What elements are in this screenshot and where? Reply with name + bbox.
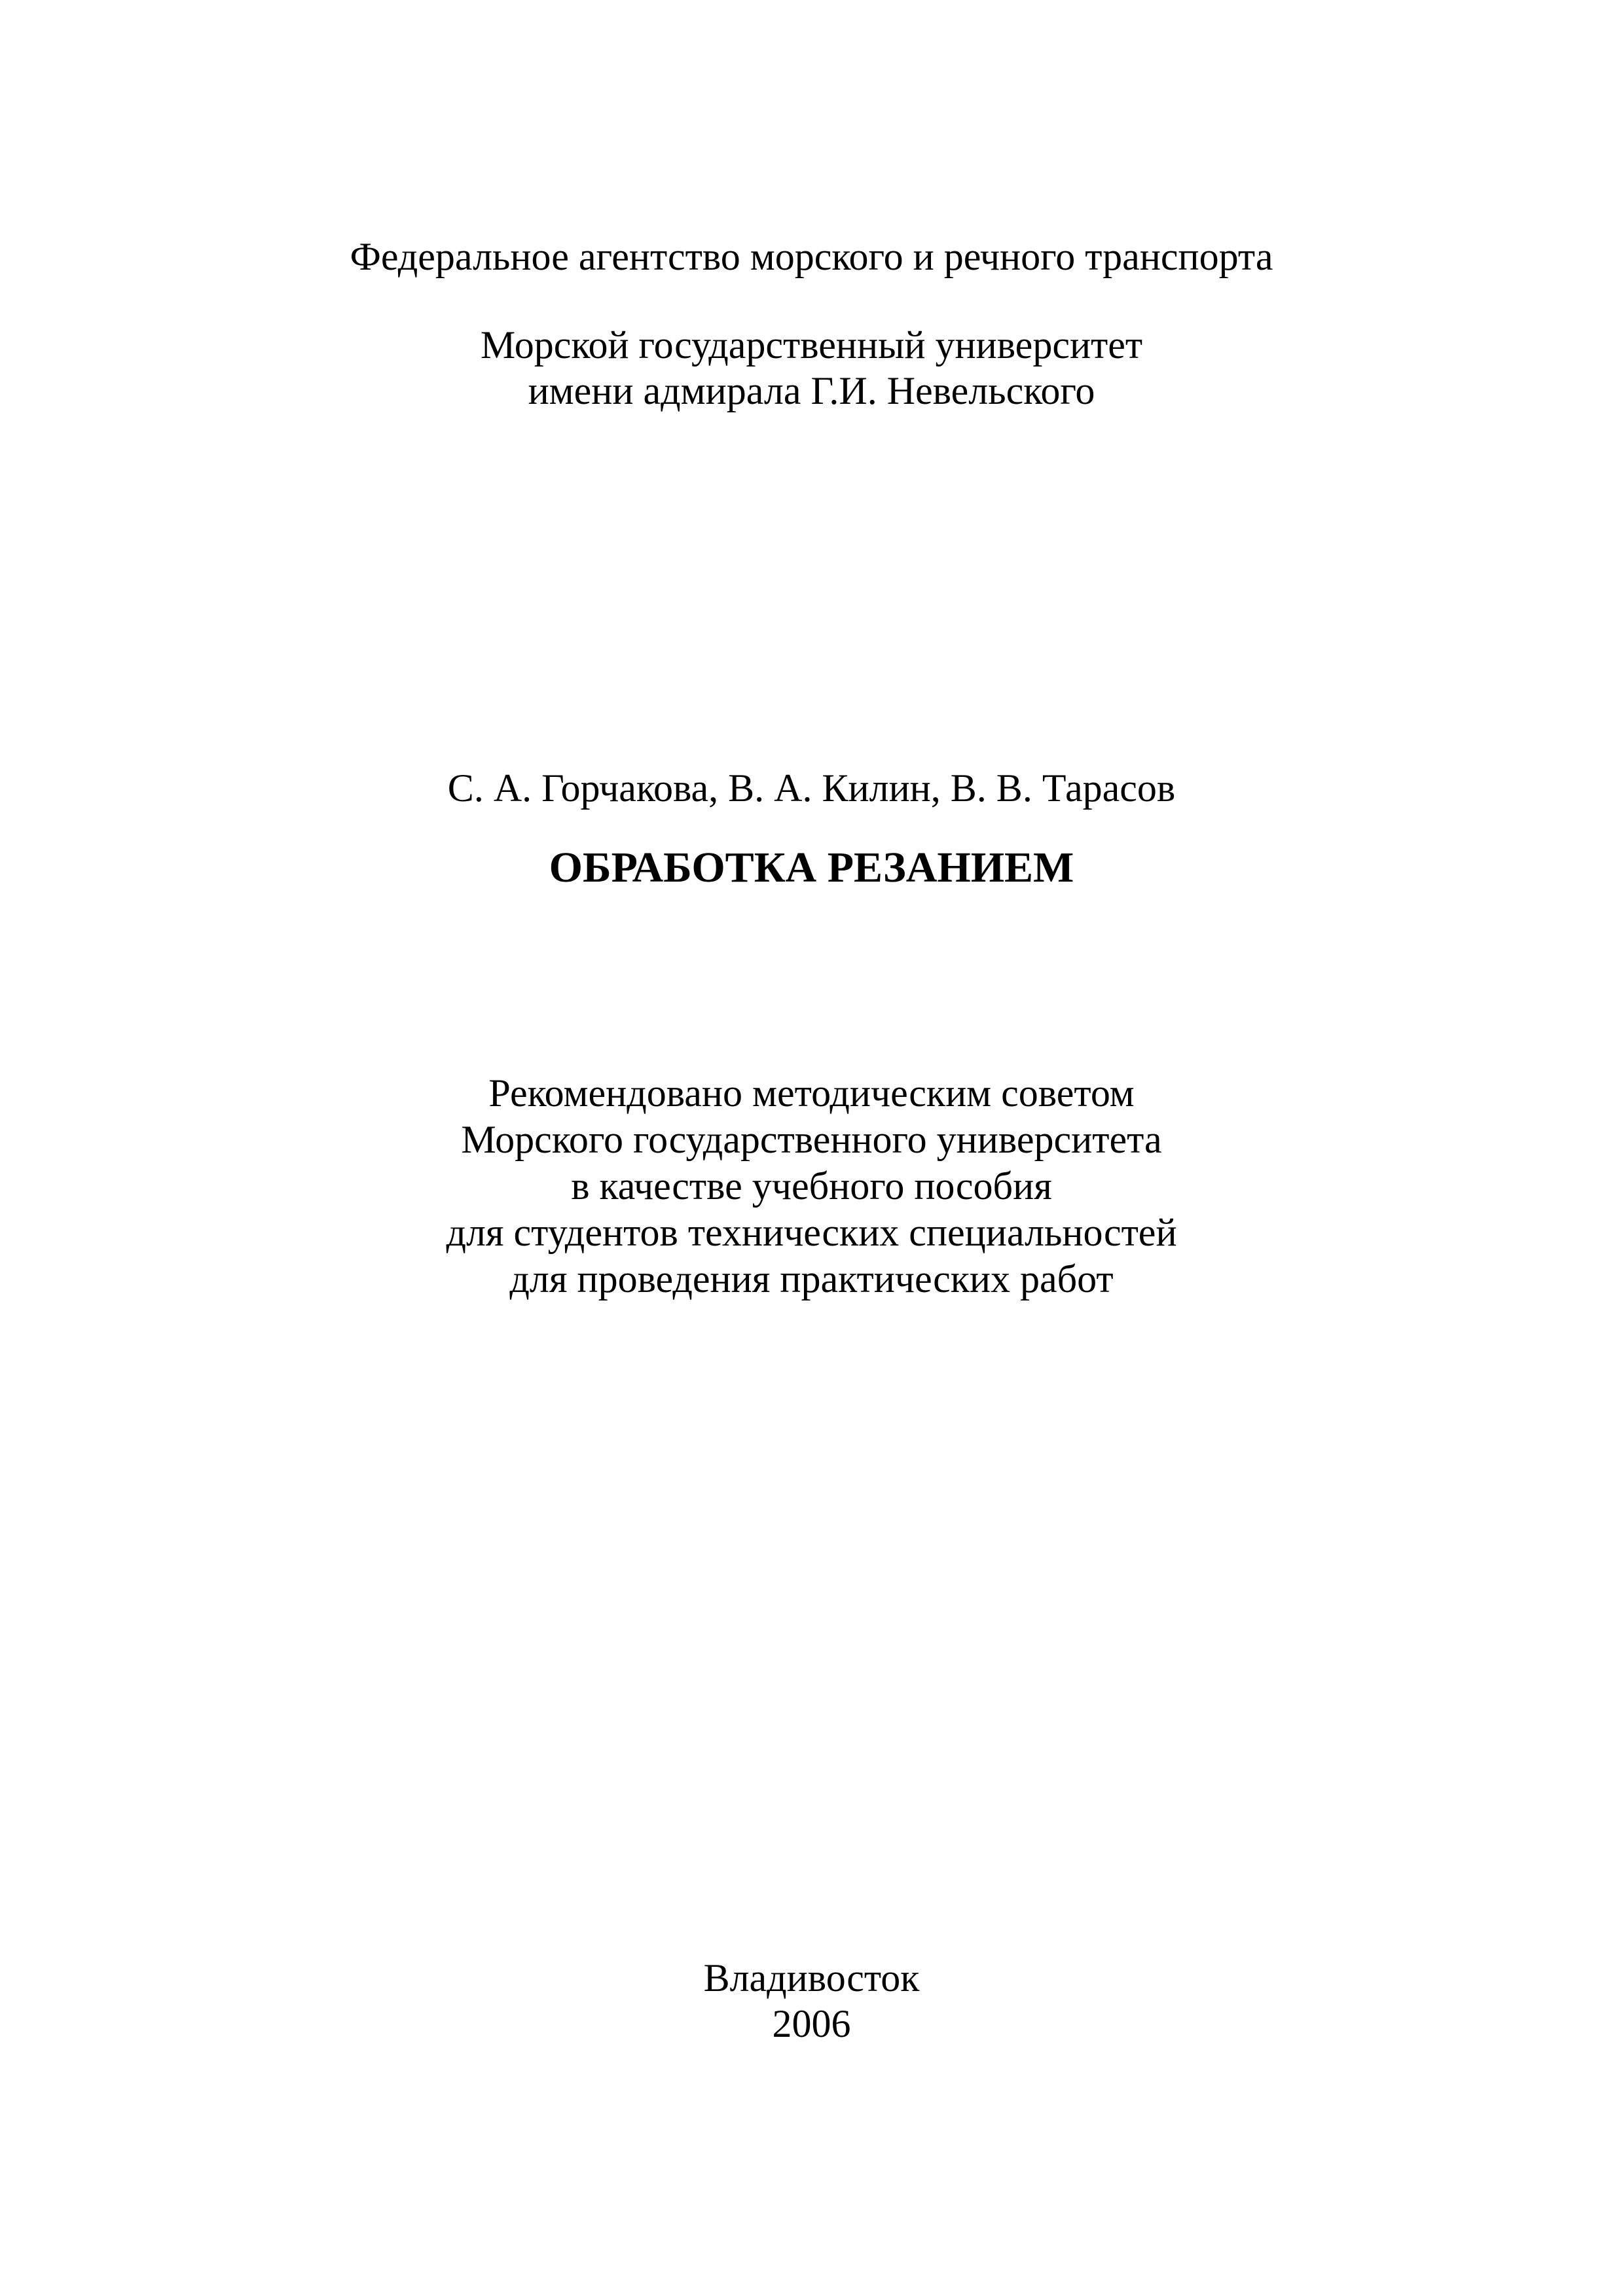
recommendation-line: Рекомендовано методическим советом (488, 1071, 1135, 1115)
university-name: Морской государственный университет (480, 323, 1143, 367)
recommendation-line: для студентов технических специальностей (446, 1211, 1177, 1254)
publication-year: 2006 (772, 2002, 851, 2045)
recommendation-line: Морского государственного университета (461, 1118, 1162, 1161)
publication-city: Владивосток (703, 1956, 920, 2000)
agency-name: Федеральное агентство морского и речного транспорта (350, 235, 1273, 278)
authors: С. А. Горчакова, В. А. Килин, В. В. Тарасов (447, 766, 1176, 810)
book-title: ОБРАБОТКА РЕЗАНИЕМ (549, 844, 1074, 891)
recommendation-line: для проведения практических работ (509, 1257, 1114, 1300)
university-name-dedication: имени адмирала Г.И. Невельского (528, 369, 1095, 412)
recommendation-line: в качестве учебного пособия (571, 1164, 1052, 1208)
